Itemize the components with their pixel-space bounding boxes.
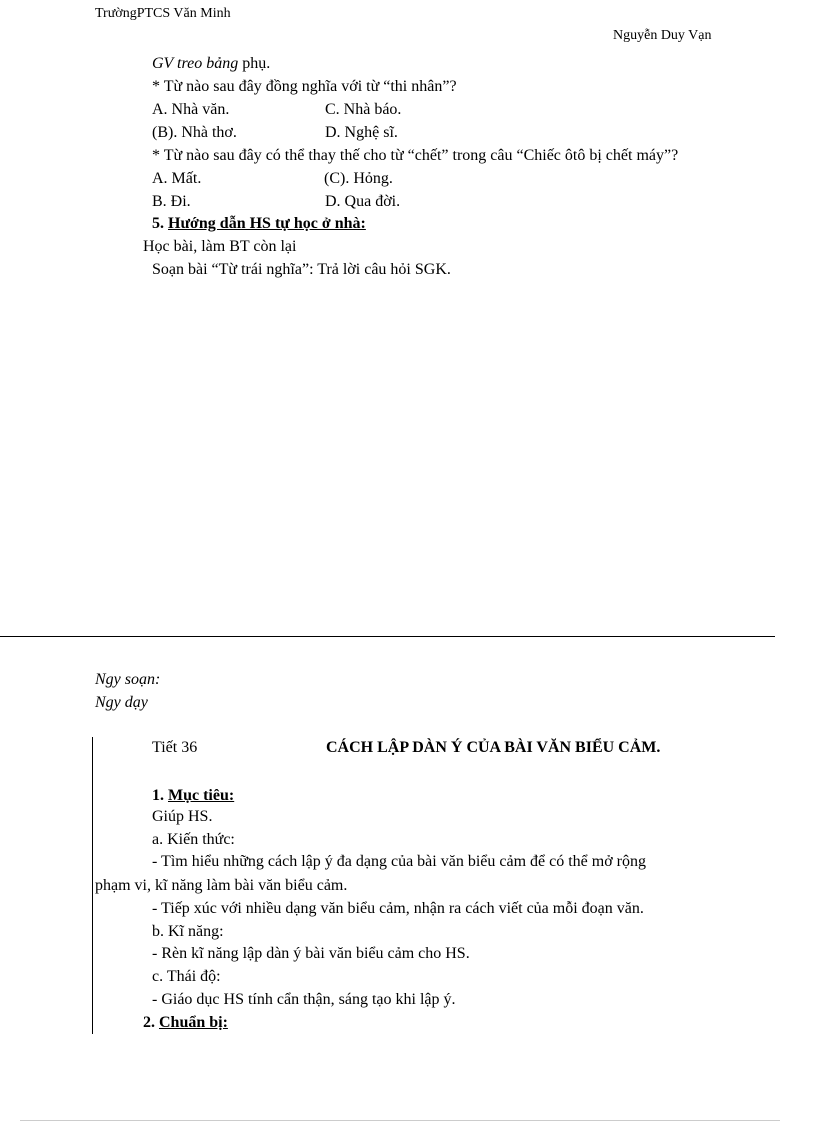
ngay-soan: Ngy soạn: bbox=[95, 671, 161, 688]
q1-option-d: D. Nghệ sĩ. bbox=[325, 124, 398, 141]
q2-option-a: A. Mất. bbox=[152, 170, 202, 187]
q2-option-b: B. Đi. bbox=[152, 193, 191, 210]
q2-option-c: (C). Hỏng. bbox=[324, 170, 393, 187]
intro-line bbox=[152, 56, 270, 72]
question-1: * Từ nào sau đây đồng nghĩa với từ “thi nhân”? bbox=[152, 78, 457, 95]
attitude-heading: c. Thái độ: bbox=[152, 968, 221, 985]
section-2-title: Chuẩn bị: bbox=[159, 1014, 228, 1031]
question-2: * Từ nào sau đây có thể thay thế cho từ “chết” trong câu “Chiếc ôtô bị chết máy”? bbox=[152, 147, 679, 164]
knowledge-heading: a. Kiến thức: bbox=[152, 831, 235, 848]
page-separator bbox=[0, 636, 775, 637]
homework-line-2: Soạn bài “Từ trái nghĩa”: Trả lời câu hỏi SGK. bbox=[152, 261, 451, 278]
objective-line: Giúp HS. bbox=[152, 808, 213, 825]
section-1-title: Mục tiêu: bbox=[168, 787, 235, 804]
margin-line bbox=[92, 737, 93, 1034]
lesson-number: Tiết 36 bbox=[152, 739, 198, 756]
intro-italic: GV treo bảng bbox=[152, 55, 239, 72]
ngay-day: Ngy dạy bbox=[95, 694, 148, 711]
q1-option-b: (B). Nhà thơ. bbox=[152, 124, 237, 141]
section-5-heading bbox=[152, 216, 366, 232]
q2-option-d: D. Qua đời. bbox=[325, 193, 401, 210]
header-author: Nguyễn Duy Vạn bbox=[613, 28, 712, 43]
header-school: TrườngPTCS Văn Minh bbox=[95, 6, 231, 21]
q1-option-c: C. Nhà báo. bbox=[325, 101, 402, 118]
lesson-title: CÁCH LẬP DÀN Ý CỦA BÀI VĂN BIỂU CẢM. bbox=[326, 739, 661, 756]
section-2-number: 2. bbox=[143, 1014, 159, 1031]
knowledge-item-2: - Tiếp xúc với nhiều dạng văn biểu cảm, nhận ra cách viết của mỗi đoạn văn. bbox=[152, 900, 644, 917]
knowledge-item-1-cont: phạm vi, kĩ năng làm bài văn biểu cảm. bbox=[95, 877, 348, 894]
skills-heading: b. Kĩ năng: bbox=[152, 923, 224, 940]
footer-rule bbox=[20, 1120, 780, 1121]
section-2-heading bbox=[143, 1015, 228, 1031]
homework-line-1: Học bài, làm BT còn lại bbox=[143, 238, 297, 255]
section-5-number: 5. bbox=[152, 215, 168, 232]
section-1-heading bbox=[152, 788, 234, 804]
q1-option-a: A. Nhà văn. bbox=[152, 101, 230, 118]
section-1-number: 1. bbox=[152, 787, 168, 804]
skills-item: - Rèn kĩ năng lập dàn ý bài văn biểu cảm cho HS. bbox=[152, 945, 470, 962]
knowledge-item-1: - Tìm hiểu những cách lập ý đa dạng của bài văn biểu cảm để có thể mở rộng bbox=[152, 853, 647, 870]
section-5-title: Hướng dẫn HS tự học ở nhà: bbox=[168, 215, 366, 232]
attitude-item: - Giáo dục HS tính cẩn thận, sáng tạo khi lập ý. bbox=[152, 991, 456, 1008]
intro-rest: phụ. bbox=[238, 55, 271, 72]
